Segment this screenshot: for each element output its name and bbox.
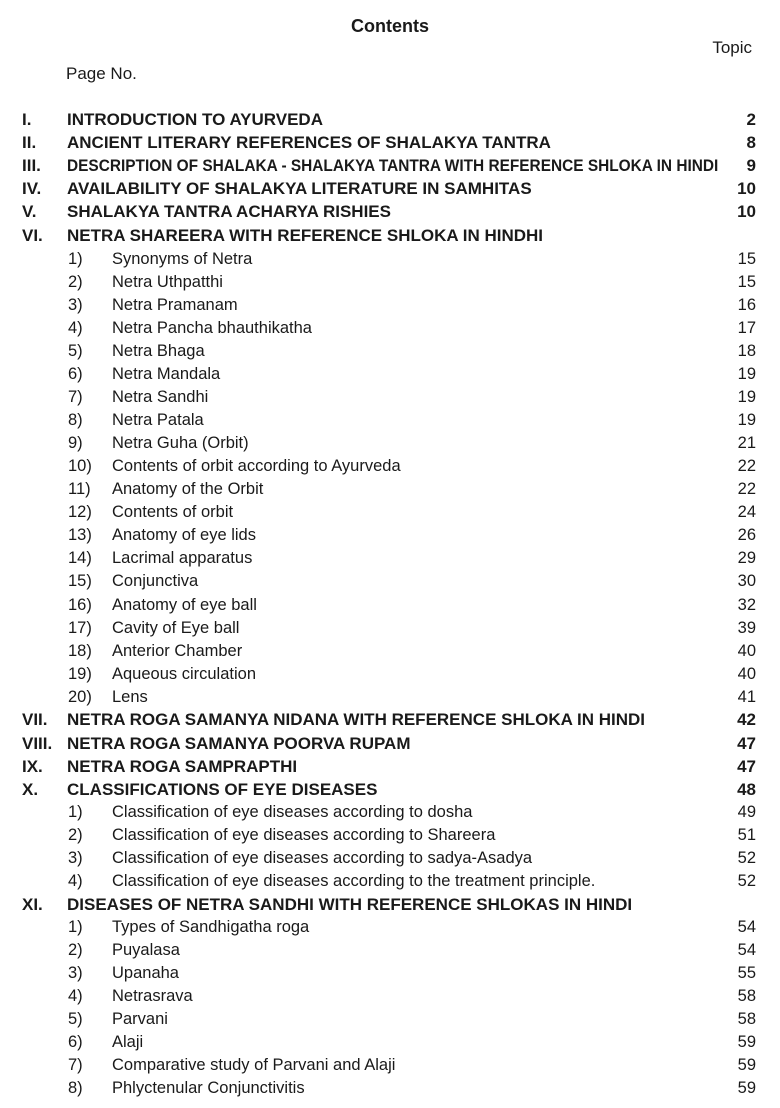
subentry-number: 9) [68,434,83,452]
subentry-title: Alaji [112,1033,144,1051]
subentry-number: 5) [68,1010,83,1028]
toc-subentry-row [0,870,780,893]
page-number: 16 [737,296,756,314]
chapter-number: I. [22,110,32,129]
subentry-title: Comparative study of Parvani and Alaji [112,1056,396,1074]
page-number: 40 [737,665,756,683]
page-number: 47 [737,757,756,776]
subentry-number: 4) [68,872,83,890]
toc-subentry-row [0,409,780,432]
toc-subentry-row [0,570,780,593]
page-number: 58 [737,1010,756,1028]
toc-subentry-row [0,363,780,386]
toc-subentry-row [0,1054,780,1077]
subentry-number: 2) [68,941,83,959]
subentry-title: Parvani [112,1010,168,1028]
toc-subentry-row [0,248,780,271]
page-number: 42 [737,710,756,729]
subentry-number: 4) [68,987,83,1005]
page-number: 39 [737,619,756,637]
subentry-number: 14) [68,549,92,567]
page-number: 59 [737,1033,756,1051]
subentry-number: 5) [68,342,83,360]
subentry-title: Anatomy of eye ball [112,596,257,614]
subentry-title: Anterior Chamber [112,642,243,660]
page-number: 40 [737,642,756,660]
toc-subentry-row [0,962,780,985]
chapter-title: NETRA ROGA SAMANYA NIDANA WITH REFERENCE SHLOKA IN HINDI [67,710,646,729]
page-number: 9 [746,156,756,175]
toc-chapter-row [0,778,780,801]
toc-subentry-row [0,640,780,663]
chapter-title: NETRA SHAREERA WITH REFERENCE SHLOKA IN HINDHI [67,226,544,245]
subentry-number: 1) [68,803,83,821]
page-number: 30 [737,572,756,590]
subentry-number: 20) [68,688,92,706]
toc-subentry-row [0,547,780,570]
subentry-title: Anatomy of eye lids [112,526,256,544]
subentry-title: Types of Sandhigatha roga [112,918,310,936]
subentry-title: Classification of eye diseases according to dosha [112,803,473,821]
subentry-title: Phlyctenular Conjunctivitis [112,1079,305,1097]
page-number: 59 [737,1079,756,1097]
page-number: 19 [737,411,756,429]
page-number: 49 [737,803,756,821]
toc-subentry-row [0,1077,780,1100]
toc-subentry-row [0,432,780,455]
subentry-title: Lens [112,688,148,706]
subentry-title: Conjunctiva [112,572,199,590]
subentry-title: Synonyms of Netra [112,250,253,268]
page-number: 48 [737,780,756,799]
page-number: 54 [737,941,756,959]
page-number: 55 [737,964,756,982]
subentry-number: 8) [68,411,83,429]
page-number: 26 [737,526,756,544]
subentry-title: Netra Guha (Orbit) [112,434,249,452]
subentry-number: 18) [68,642,92,660]
chapter-title: DESCRIPTION OF SHALAKA - SHALAKYA TANTRA WITH REFERENCE SHLOKA IN HINDI [67,156,719,175]
chapter-number: X. [22,780,39,799]
subentry-number: 15) [68,572,92,590]
topic-column-header: Topic [712,38,752,57]
subentry-number: 19) [68,665,92,683]
toc-subentry-row [0,1008,780,1031]
chapter-number: II. [22,133,37,152]
page-number: 22 [737,457,756,475]
subentry-title: Netra Patala [112,411,204,429]
toc-subentry-row [0,478,780,501]
page-number: 15 [737,250,756,268]
subentry-title: Upanaha [112,964,179,982]
subentry-title: Aqueous circulation [112,665,257,683]
subentry-number: 6) [68,1033,83,1051]
subentry-title: Anatomy of the Orbit [112,480,264,498]
chapter-title: NETRA ROGA SAMANYA POORVA RUPAM [67,734,411,753]
chapter-number: VIII. [22,734,53,753]
page-number: 58 [737,987,756,1005]
subentry-number: 2) [68,273,83,291]
subentry-number: 16) [68,596,92,614]
subentry-number: 8) [68,1079,83,1097]
page-number: 17 [737,319,756,337]
toc-chapter-row [0,177,780,200]
subentry-title: Puyalasa [112,941,180,959]
subentry-title: Netra Sandhi [112,388,209,406]
subentry-number: 7) [68,1056,83,1074]
subentry-number: 3) [68,296,83,314]
chapter-title: DISEASES OF NETRA SANDHI WITH REFERENCE SHLOKAS IN HINDI [67,895,633,914]
chapter-number: XI. [22,895,43,914]
page-number: 15 [737,273,756,291]
chapter-number: VII. [22,710,48,729]
subentry-title: Classification of eye diseases according to the treatment principle. [112,872,596,890]
chapter-title: NETRA ROGA SAMPRAPTHI [67,757,298,776]
subentry-title: Netrasrava [112,987,193,1005]
chapter-number: V. [22,202,37,221]
subentry-number: 7) [68,388,83,406]
chapter-title: AVAILABILITY OF SHALAKYA LITERATURE IN SAMHITAS [67,179,532,198]
subentry-title: Cavity of Eye ball [112,619,240,637]
chapter-title: SHALAKYA TANTRA ACHARYA RISHIES [67,202,391,221]
toc-subentry-row [0,985,780,1008]
subentry-number: 11) [68,480,91,498]
toc-subentry-row [0,294,780,317]
toc-chapter-row [0,732,780,755]
toc-subentry-row [0,916,780,939]
toc-chapter-row [0,108,780,131]
chapter-number: IV. [22,179,42,198]
subentry-title: Contents of orbit [112,503,234,521]
subentry-title: Lacrimal apparatus [112,549,253,567]
subentry-title: Classification of eye diseases according to Shareera [112,826,496,844]
toc-subentry-row [0,524,780,547]
toc-subentry-row [0,824,780,847]
subentry-title: Classification of eye diseases according to sadya-Asadya [112,849,533,867]
page-number: 24 [737,503,756,521]
subentry-number: 4) [68,319,83,337]
page-number: 47 [737,734,756,753]
toc-subentry-row [0,801,780,824]
subentry-title: Netra Uthpatthi [112,273,223,291]
page-number: 10 [737,179,756,198]
toc-subentry-row [0,847,780,870]
subentry-number: 6) [68,365,83,383]
toc-subentry-row [0,594,780,617]
toc-subentry-row [0,271,780,294]
subentry-number: 12) [68,503,92,521]
page-number: 52 [737,872,756,890]
page-number: 8 [746,133,756,152]
toc-subentry-row [0,317,780,340]
chapter-title: ANCIENT LITERARY REFERENCES OF SHALAKYA TANTRA [67,133,551,152]
toc-subentry-row [0,1031,780,1054]
page-number: 19 [737,365,756,383]
page-number: 18 [737,342,756,360]
subentry-title: Contents of orbit according to Ayurveda [112,457,401,475]
page-number: 51 [737,826,756,844]
toc-chapter-row [0,893,780,916]
page-number: 22 [737,480,756,498]
toc-chapter-row [0,131,780,154]
subentry-title: Netra Pancha bhauthikatha [112,319,312,337]
page-number: 52 [737,849,756,867]
toc-chapter-row [0,200,780,223]
chapter-number: IX. [22,757,43,776]
chapter-number: III. [22,156,41,175]
subentry-title: Netra Pramanam [112,296,238,314]
chapter-number: VI. [22,226,43,245]
subentry-number: 10) [68,457,92,475]
subentry-number: 3) [68,849,83,867]
toc-chapter-row [0,755,780,778]
subentry-number: 1) [68,918,83,936]
subentry-title: Netra Bhaga [112,342,205,360]
page-number: 41 [737,688,756,706]
toc-subentry-row [0,617,780,640]
subentry-number: 1) [68,250,83,268]
toc-chapter-row [0,708,780,731]
page-number: 54 [737,918,756,936]
subentry-title: Netra Mandala [112,365,221,383]
toc-subentry-row [0,686,780,709]
page-number: 29 [737,549,756,567]
toc-subentry-row [0,340,780,363]
toc-chapter-row [0,224,780,247]
toc-subentry-row [0,939,780,962]
toc-subentry-row [0,455,780,478]
page-number: 2 [746,110,756,129]
page-number: 59 [737,1056,756,1074]
page-number: 10 [737,202,756,221]
subentry-number: 13) [68,526,92,544]
page-column-header: Page No. [66,64,137,83]
toc-subentry-row [0,386,780,409]
contents-title: Contents [351,16,429,36]
page-number: 19 [737,388,756,406]
toc-chapter-row [0,154,780,177]
subentry-number: 3) [68,964,83,982]
toc-subentry-row [0,663,780,686]
page-number: 21 [737,434,756,452]
chapter-title: CLASSIFICATIONS OF EYE DISEASES [67,780,378,799]
subentry-number: 17) [68,619,92,637]
subentry-number: 2) [68,826,83,844]
toc-subentry-row [0,501,780,524]
page-number: 32 [737,596,756,614]
chapter-title: INTRODUCTION TO AYURVEDA [67,110,323,129]
